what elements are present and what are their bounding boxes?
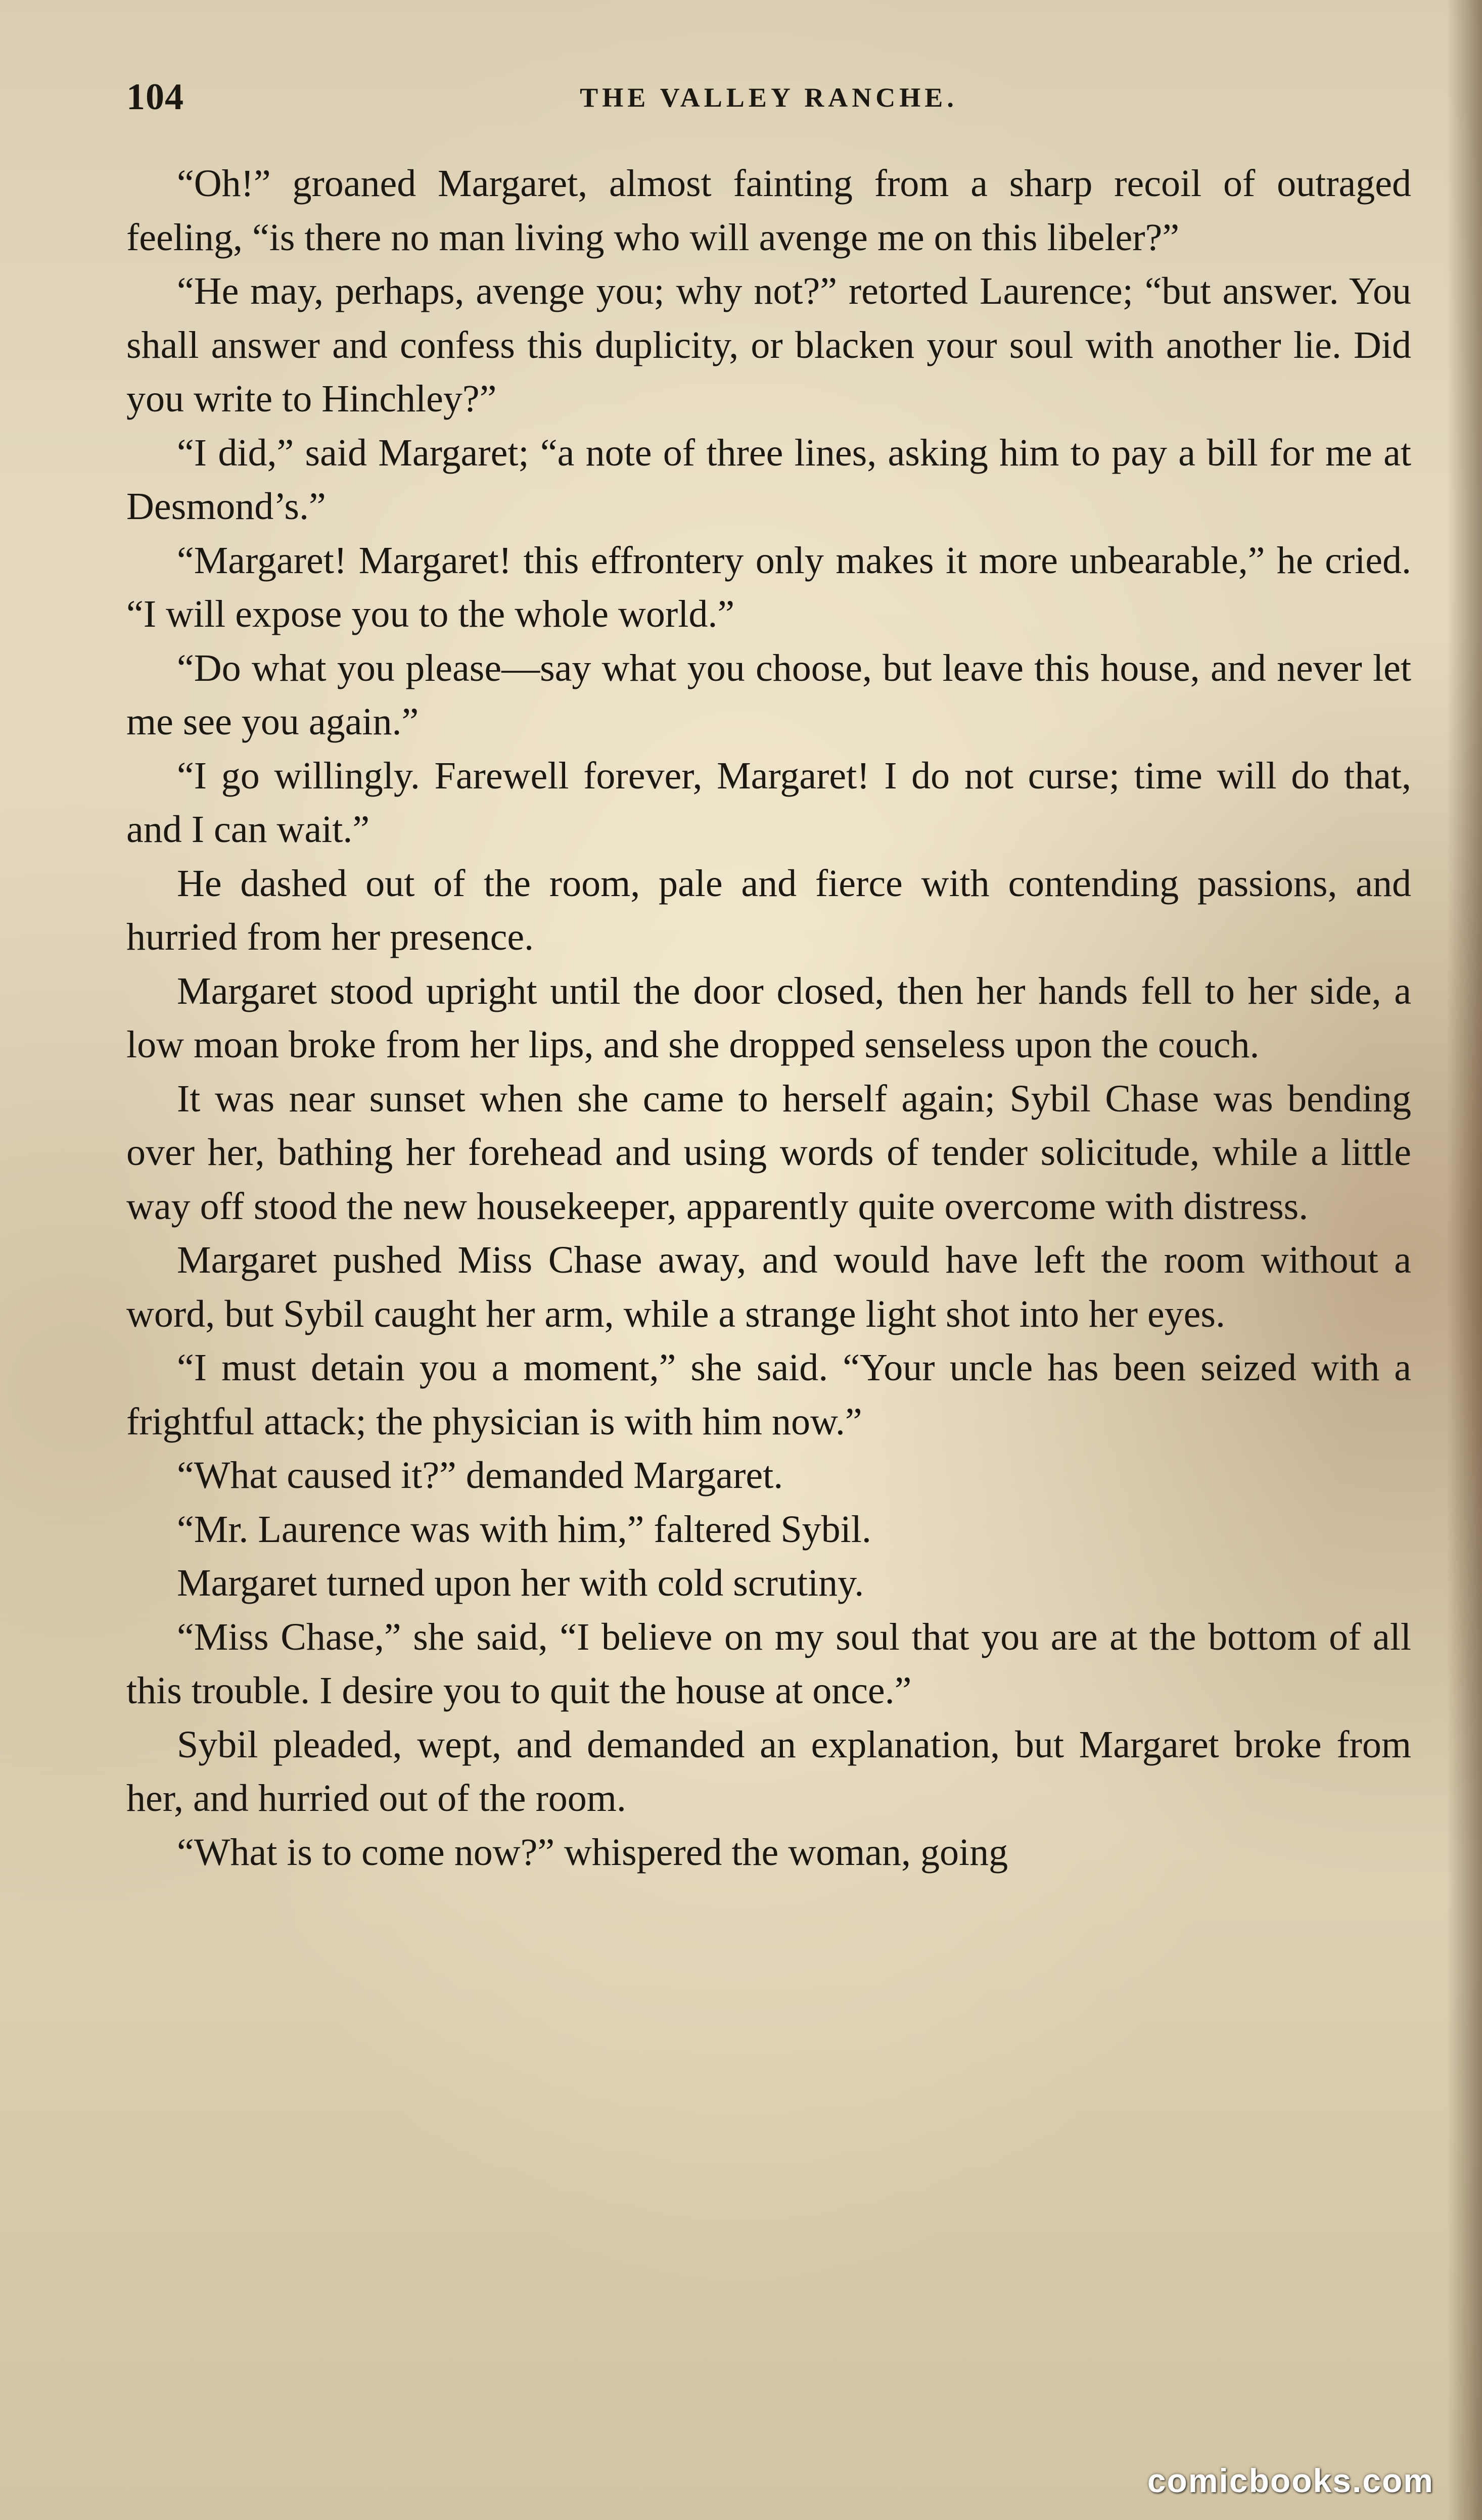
paragraph: “Margaret! Margaret! this effrontery only makes it more unbearable,” he cried. “I will expose you to the whole world.” <box>126 539 1411 635</box>
paragraph: “Miss Chase,” she said, “I believe on my soul that you are at the bottom of all this trouble. I desire you to quit the house at once.” <box>126 1615 1411 1712</box>
body-text <box>126 157 1411 1879</box>
paragraph: Margaret pushed Miss Chase away, and would have left the room without a word, but Sybil caught her arm, while a strange light shot into her eyes. <box>126 1239 1411 1335</box>
paragraph: “What caused it?” demanded Margaret. <box>177 1454 783 1497</box>
paragraph: Margaret turned upon her with cold scrutiny. <box>177 1562 864 1604</box>
paragraph: It was near sunset when she came to herself again; Sybil Chase was bending over her, bathing her forehead and using words of tender solicitude, while a little way off stood the new housekeeper, apparently quite overcome with distress. <box>126 1077 1411 1228</box>
running-head <box>126 76 1411 136</box>
paragraph: Margaret stood upright until the door closed, then her hands fell to her side, a low moan broke from her lips, and she dropped senseless upon the couch. <box>126 969 1411 1066</box>
running-title: THE VALLEY RANCHE. <box>580 82 958 113</box>
watermark: comicbooks.com <box>1147 2462 1434 2499</box>
page-number: 104 <box>126 76 184 118</box>
paragraph: “He may, perhaps, avenge you; why not?” retorted Laurence; “but answer. You shall answer and confess this duplicity, or blacken your soul with another lie. Did you write to Hinchley?” <box>126 270 1411 420</box>
paragraph: “What is to come now?” whispered the woman, going <box>177 1831 1008 1874</box>
paragraph: “Oh!” groaned Margaret, almost fainting from a sharp recoil of outraged feeling, “is there no man living who will avenge me on this libeler?” <box>126 162 1411 259</box>
paragraph: “I go willingly. Farewell forever, Margaret! I do not curse; time will do that, and I can wait.” <box>126 754 1411 851</box>
paragraph: “I must detain you a moment,” she said. “Your uncle has been seized with a frightful attack; the physician is with him now.” <box>126 1346 1411 1443</box>
paragraph: “Do what you please—say what you choose, but leave this house, and never let me see you again.” <box>126 646 1411 743</box>
paragraph: Sybil pleaded, wept, and demanded an explanation, but Margaret broke from her, and hurried out of the room. <box>126 1723 1411 1819</box>
paragraph: “Mr. Laurence was with him,” faltered Sybil. <box>177 1508 871 1551</box>
paragraph: He dashed out of the room, pale and fierce with contending passions, and hurried from her presence. <box>126 862 1411 958</box>
paragraph: “I did,” said Margaret; “a note of three lines, asking him to pay a bill for me at Desmond’s.” <box>126 431 1411 528</box>
